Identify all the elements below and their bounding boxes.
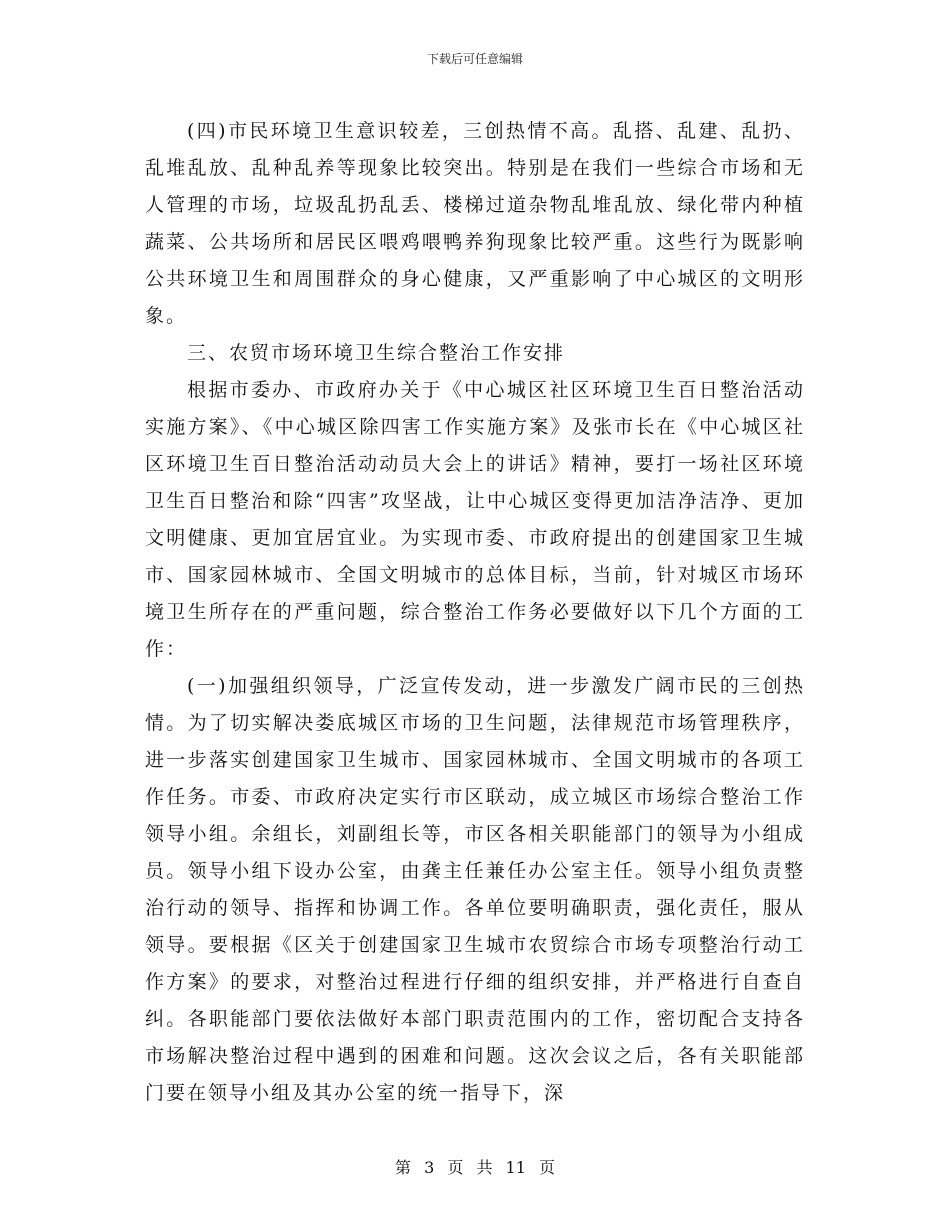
document-body (145, 113, 805, 1112)
section-heading-work-arrangement: 三、农贸市场环境卫生综合整治工作安排 (187, 342, 566, 364)
paragraph-organization-leadership: (一)加强组织领导，广泛宣传发动，进一步激发广阔市民的三创热情。为了切实解决娄底城区市场的卫生问题，法律规范市场管理秩序，进一步落实创建国家卫生城市、国家园林城市、全国文明城市的各项工作任务。市委、市政府决定实行市区联动，成立城区市场综合整治工作领导小组。余组长，刘副组长等，市区各相关职能部门的领导为小组成员。领导小组下设办公室，由龚主任兼任办公室主任。领导小组负责整治行动的领导、指挥和协调工作。各单位要明确职责，强化责任，服从领导。要根据《区关于创建国家卫生城市农贸综合市场专项整治行动工作方案》的要求，对整治过程进行仔细的组织安排，并严格进行自查自纠。各职能部门要依法做好本部门职责范围内的工作，密切配合支持各市场解决整治过程中遇到的困难和问题。这次会议之后，各有关职能部门要在领导小组及其办公室的统一指导下，深 (145, 675, 805, 1104)
paragraph-basis: 根据市委办、市政府办关于《中心城区社区环境卫生百日整治活动实施方案》、《中心城区除四害工作实施方案》及张市长在《中心城区社区环境卫生百日整治活动动员大会上的讲话》精神，要打一场社区环境卫生百日整治和除“四害”攻坚战，让中心城区变得更加洁净洁净、更加文明健康、更加宜居宜业。为实现市委、市政府提出的创建国家卫生城市、国家园林城市、全国文明城市的总体目标，当前，针对城区市场环境卫生所存在的严重问题，综合整治工作务必要做好以下几个方面的工作： (145, 379, 805, 660)
page-header: 下载后可任意编辑 (426, 52, 523, 66)
paragraph-citizen-awareness: (四)市民环境卫生意识较差，三创热情不高。乱搭、乱建、乱扔、乱堆乱放、乱种乱养等现象比较突出。特别是在我们一些综合市场和无人管理的市场，垃圾乱扔乱丢、楼梯过道杂物乱堆乱放、绿化带内种植蔬菜、公共场所和居民区喂鸡喂鸭养狗现象比较严重。这些行为既影响公共环境卫生和周围群众的身心健康，又严重影响了中心城区的文明形象。 (145, 120, 805, 327)
page-number: 第 3 页 共 11 页 (395, 1158, 555, 1177)
